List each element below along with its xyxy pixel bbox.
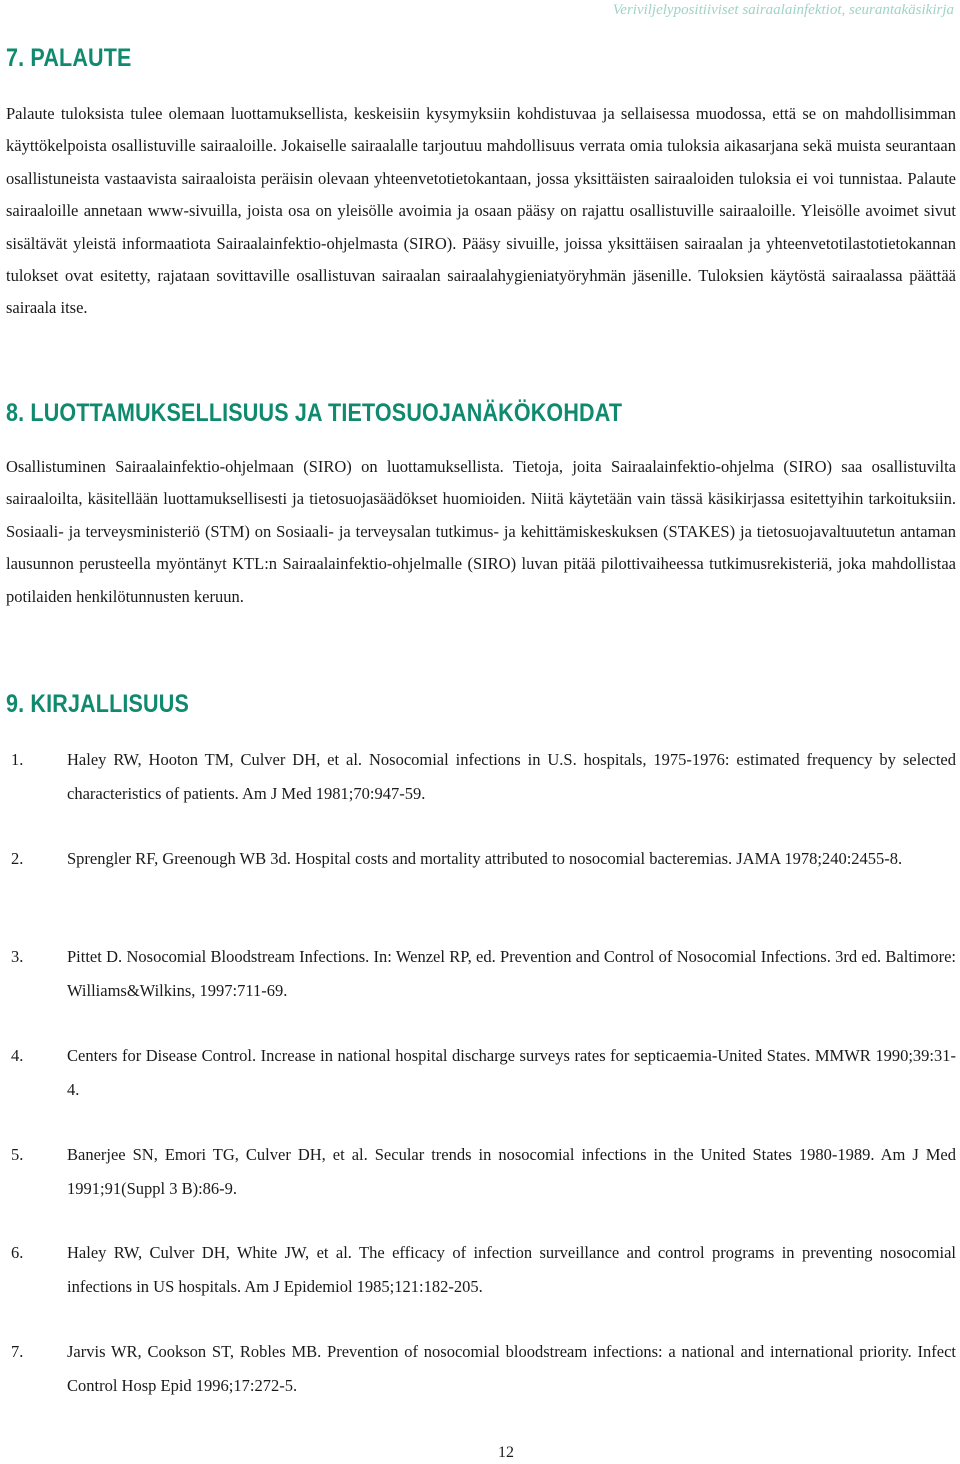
reference-text: Haley RW, Hooton TM, Culver DH, et al. Nosocomial infections in U.S. hospitals, 1975-1976: estimated frequency by selected characteristics of patients. Am J Med 1981;70:947-59.: [67, 750, 956, 803]
reference-item: [0, 1138, 960, 1237]
reference-number: 7.: [11, 1342, 24, 1362]
reference-number: 4.: [11, 1046, 24, 1066]
reference-number: 6.: [11, 1243, 24, 1263]
reference-number: 1.: [11, 750, 24, 769]
section-heading-feedback: 7. PALAUTE: [6, 43, 132, 72]
reference-item: [0, 1039, 960, 1138]
reference-item: [0, 743, 960, 842]
reference-text: Jarvis WR, Cookson ST, Robles MB. Prevention of nosocomial bloodstream infections: a national and international priority. Infect Control Hosp Epid 1996;17:272-5.: [67, 1342, 956, 1396]
reference-number: 3.: [11, 947, 24, 967]
reference-item: [0, 1335, 960, 1434]
feedback-paragraph: Palaute tuloksista tulee olemaan luottamuksellista, keskeisiin kysymyksiin kohdistuvaa ja sellaisessa muodossa, että se on mahdollisimman käyttökelpoista osallistuville sairaaloille. Jokaiselle sairaalalle tarjoutuu mahdollisuus verrata omia tuloksia aikasarjana sekä muista seurantaan osallistuneista vastaavista sairaaloista peräisin olevaan yhteenvetotietokantaan, jossa yksittäisten sairaaloiden tuloksia ei voi tunnistaa. Palaute sairaaloille annetaan www-sivuilla, joista osa on yleisölle avoimia ja osaan pääsy on rajattu osallistuville sairaaloille. Yleisölle avoimet sivut sisältävät yleistä informaatiota Sairaalainfektio-ohjelmasta (SIRO). Pääsy sivuille, joissa yksittäisen sairaalan ja yhteenvetotilastotietokannan tulokset ovat esitetty, rajataan sovittaville osallistuvan sairaalan sairaalahygieniatyöryhmän jäsenille. Tuloksien käytöstä sairaalassa päättää sairaala itse.: [6, 104, 956, 318]
confidentiality-paragraph: Osallistuminen Sairaalainfektio-ohjelmaan (SIRO) on luottamuksellista. Tietoja, joita Sairaalainfektio-ohjelma (SIRO) saa osallistuvilta sairaaloilta, käsitellään luottamuksellisesti ja tietosuojasäädökset huomioiden. Niitä käytetään vain tässä käsikirjassa esitettyihin tarkoituksiin. Sosiaali- ja terveysministeriö (STM) on Sosiaali- ja terveysalan tutkimus- ja kehittämiskeskuksen (STAKES) ja tietosuojavaltuutetun antaman lausunnon perusteella myöntänyt KTL:n Sairaalainfektio-ohjelmalle (SIRO) luvan pitää pilottivaiheessa tutkimusrekisteriä, joka mahdollistaa potilaiden henkilötunnusten keruun.: [6, 457, 956, 606]
reference-text: Centers for Disease Control. Increase in national hospital discharge surveys rates for septicaemia-United States. MMWR 1990;39:31-4.: [67, 1046, 956, 1100]
reference-text: Banerjee SN, Emori TG, Culver DH, et al. Secular trends in nosocomial infections in the United States 1980-1989. Am J Med 1991;91(Suppl 3 B):86-9.: [67, 1144, 956, 1198]
reference-number: 2.: [11, 848, 24, 868]
reference-text: Pittet D. Nosocomial Bloodstream Infections. In: Wenzel RP, ed. Prevention and Control of Nosocomial Infections. 3rd ed. Baltimore: Williams&Wilkins, 1997:711-69.: [67, 947, 956, 1001]
reference-item: [0, 1236, 960, 1335]
section-heading-literature: 9. KIRJALLISUUS: [6, 689, 189, 718]
reference-item: [0, 940, 960, 1039]
reference-text: Sprengler RF, Greenough WB 3d. Hospital costs and mortality attributed to nosocomial bacteremias. JAMA 1978;240:2455-8.: [67, 848, 903, 868]
section-heading-confidentiality: 8. LUOTTAMUKSELLISUUS JA TIETOSUOJANÄKÖKOHDAT: [6, 398, 623, 427]
running-header: Veriviljelypositiiviset sairaalainfektiot, seurantakäsikirja: [612, 2, 954, 18]
reference-text: Haley RW, Culver DH, White JW, et al. The efficacy of infection surveillance and control programs in preventing nosocomial infections in US hospitals. Am J Epidemiol 1985;121:182-205.: [67, 1243, 956, 1297]
reference-item: [0, 842, 960, 941]
reference-number: 5.: [11, 1144, 24, 1164]
reference-list: [0, 743, 960, 1434]
page-number: 12: [498, 1444, 514, 1461]
